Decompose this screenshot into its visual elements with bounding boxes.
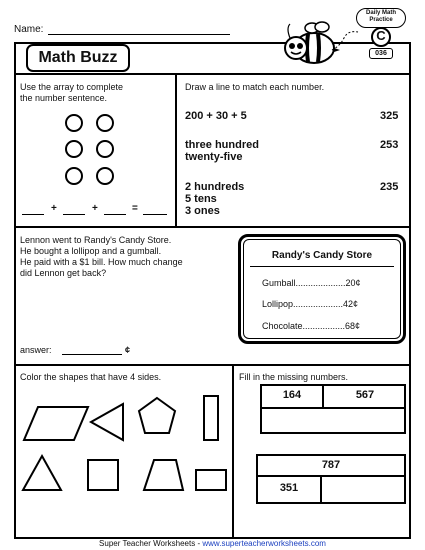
price-row-gumball xyxy=(262,278,392,289)
addend-blank-3[interactable] xyxy=(104,214,126,215)
plus-sign-1: + xyxy=(51,203,57,214)
store-sign-title: Randy's Candy Store xyxy=(271,250,373,261)
grid2-col-divider xyxy=(320,475,322,504)
item-price: 20¢ xyxy=(345,278,361,288)
item-dots: ................. xyxy=(302,321,346,331)
array-circle xyxy=(65,167,83,185)
trapezoid-shape xyxy=(144,460,183,490)
name-field[interactable] xyxy=(48,34,230,35)
addend-blank-2[interactable] xyxy=(63,214,85,215)
grid1-row-divider xyxy=(260,407,406,409)
grid1-top-right: 567 xyxy=(355,389,375,401)
answer-label: answer: xyxy=(20,345,52,355)
square-shape xyxy=(88,460,118,490)
tall-rectangle-shape xyxy=(204,396,218,440)
addend-blank-1[interactable] xyxy=(22,214,44,215)
array-circle xyxy=(96,140,114,158)
array-circle xyxy=(96,114,114,132)
footer-url[interactable]: www.superteacherworksheets.com xyxy=(202,539,326,548)
item-name: Lollipop xyxy=(262,299,294,309)
divider-row3-top xyxy=(14,364,411,366)
match-left-3-line1[interactable]: 2 hundreds xyxy=(185,181,245,193)
array-circle xyxy=(96,167,114,185)
divider-row2-top xyxy=(14,226,411,228)
item-price: 42¢ xyxy=(343,299,359,309)
match-left-2-line2[interactable]: twenty-five xyxy=(185,151,243,163)
price-row-chocolate xyxy=(262,321,392,332)
grid2-bottom-left: 351 xyxy=(279,482,299,494)
grid2-top: 787 xyxy=(321,459,341,471)
parallelogram-shape xyxy=(24,407,88,440)
divider-col-top xyxy=(175,73,177,227)
name-label: Name: xyxy=(14,24,44,35)
price-row-lollipop xyxy=(262,299,392,310)
match-left-3-line3[interactable]: 3 ones xyxy=(185,205,220,217)
item-name: Gumball xyxy=(262,278,296,288)
grid2-row-divider xyxy=(256,475,406,477)
badge-number: 036 xyxy=(375,50,387,57)
missing-numbers-instruction: Fill in the missing numbers. xyxy=(239,372,349,382)
triangle-left-shape xyxy=(91,404,123,440)
match-left-1[interactable]: 200 + 30 + 5 xyxy=(185,110,247,122)
candy-text-4: did Lennon get back? xyxy=(20,268,107,278)
array-circle xyxy=(65,114,83,132)
grid1-top-left: 164 xyxy=(282,389,302,401)
divider-row1-top xyxy=(14,73,411,75)
equals-sign: = xyxy=(132,203,138,214)
plus-sign-2: + xyxy=(92,203,98,214)
match-left-2-line1[interactable]: three hundred xyxy=(185,139,259,151)
candy-text-2: He bought a lollipop and a gumball. xyxy=(20,246,162,256)
match-left-3-line2[interactable]: 5 tens xyxy=(185,193,217,205)
triangle-shape xyxy=(23,456,61,490)
footer xyxy=(0,539,425,549)
badge-line1: Daily Math xyxy=(365,10,396,16)
match-right-1[interactable]: 325 xyxy=(380,110,399,122)
pentagon-shape xyxy=(139,398,175,433)
sum-blank[interactable] xyxy=(143,214,167,215)
store-sign-divider xyxy=(250,266,394,267)
item-price: 68¢ xyxy=(345,321,361,331)
array-instruction-1: Use the array to complete xyxy=(20,82,124,92)
shapes-instruction: Color the shapes that have 4 sides. xyxy=(20,372,162,382)
item-name: Chocolate xyxy=(262,321,303,331)
page-title: Math Buzz xyxy=(38,49,118,66)
match-instruction: Draw a line to match each number. xyxy=(185,82,325,92)
answer-field[interactable] xyxy=(62,354,122,355)
badge-letter: C xyxy=(376,28,386,43)
candy-text-3: He paid with a $1 bill. How much change xyxy=(20,257,183,267)
candy-text-1: Lennon went to Randy's Candy Store. xyxy=(20,235,172,245)
divider-col-bottom xyxy=(232,364,234,539)
answer-unit: ¢ xyxy=(125,345,131,355)
match-right-2[interactable]: 253 xyxy=(380,139,399,151)
match-right-3[interactable]: 235 xyxy=(380,181,399,193)
footer-site: Super Teacher Worksheets - xyxy=(99,539,203,548)
array-circle xyxy=(65,140,83,158)
wide-rectangle-shape xyxy=(196,470,226,490)
badge-line2: Practice xyxy=(369,17,393,23)
item-dots: .................... xyxy=(293,299,344,309)
dashed-flight-path-icon xyxy=(330,24,360,54)
item-dots: .................... xyxy=(295,278,346,288)
array-instruction-2: the number sentence. xyxy=(20,93,108,103)
shapes-area xyxy=(20,392,230,512)
